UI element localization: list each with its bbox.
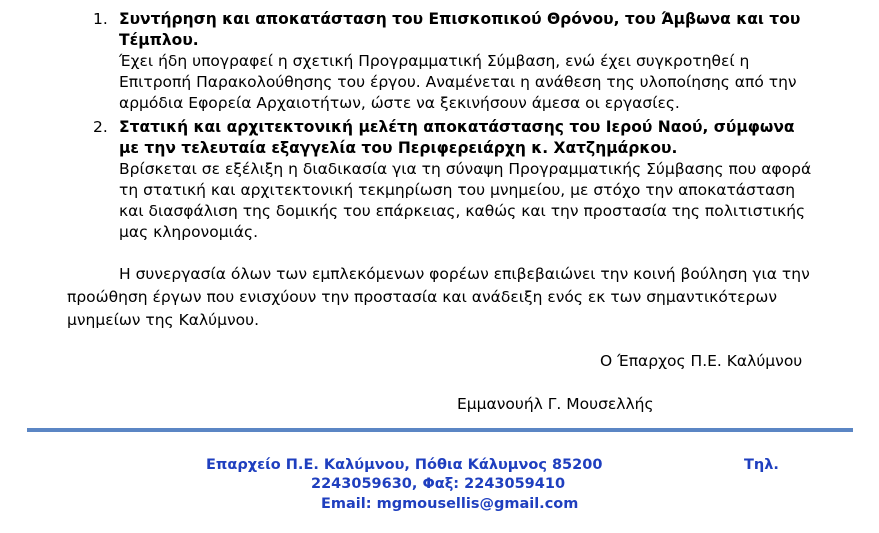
item-2-body-line-3: και διασφάλιση της δομικής του επάρκειας, καθώς και την προστασία της πολιτιστικής <box>119 202 806 220</box>
footer-divider <box>27 428 853 432</box>
closing-paragraph-line-3: μνημείων της Καλύμνου. <box>67 311 259 329</box>
item-2-body-line-4: μας κληρονομιάς. <box>119 223 259 241</box>
item-1-title-line-1: Συντήρηση και αποκατάσταση του Επισκοπικού Θρόνου, του Άμβωνα και του <box>119 10 801 28</box>
signature-title: Ο Έπαρχος Π.Ε. Καλύμνου <box>600 352 803 370</box>
signature-name: Εμμανουήλ Γ. Μουσελλής <box>457 395 654 413</box>
item-2-number: 2. <box>93 118 108 136</box>
item-1-number: 1. <box>93 10 108 28</box>
item-2-body-line-1: Βρίσκεται σε εξέλιξη η διαδικασία για τη σύναψη Προγραμματικής Σύμβασης που αφορά <box>119 160 812 178</box>
item-2-title-line-2: με την τελευταία εξαγγελία του Περιφερειάρχη κ. Χατζημάρκου. <box>119 139 678 157</box>
footer-email[interactable]: Email: mgmousellis@gmail.com <box>321 496 579 512</box>
item-1-body-line-2: Επιτροπή Παρακολούθησης του έργου. Αναμένεται η ανάθεση της υλοποίησης από την <box>119 73 797 91</box>
item-1-body-line-3: αρμόδια Εφορεία Αρχαιοτήτων, ώστε να ξεκινήσουν άμεσα οι εργασίες. <box>119 94 680 112</box>
item-2-title-line-1: Στατική και αρχιτεκτονική μελέτη αποκατάστασης του Ιερού Ναού, σύμφωνα <box>119 118 795 136</box>
footer-phone-label: Τηλ. <box>744 457 779 473</box>
closing-paragraph-line-2: προώθηση έργων που ενισχύουν την προστασία και ανάδειξη ενός εκ των σημαντικότερων <box>67 288 777 306</box>
footer-phone-fax: 2243059630, Φαξ: 2243059410 <box>311 476 566 492</box>
item-1-title-line-2: Τέμπλου. <box>119 31 199 49</box>
item-1-body-line-1: Έχει ήδη υπογραφεί η σχετική Προγραμματική Σύμβαση, ενώ έχει συγκροτηθεί η <box>119 52 750 70</box>
footer-address: Επαρχείο Π.Ε. Καλύμνου, Πόθια Κάλυμνος 85200 <box>206 457 603 473</box>
closing-paragraph-line-1: Η συνεργασία όλων των εμπλεκόμενων φορέων επιβεβαιώνει την κοινή βούληση για την <box>119 265 810 283</box>
item-2-body-line-2: τη στατική και αρχιτεκτονική τεκμηρίωση του μνημείου, με στόχο την αποκατάσταση <box>119 181 796 199</box>
